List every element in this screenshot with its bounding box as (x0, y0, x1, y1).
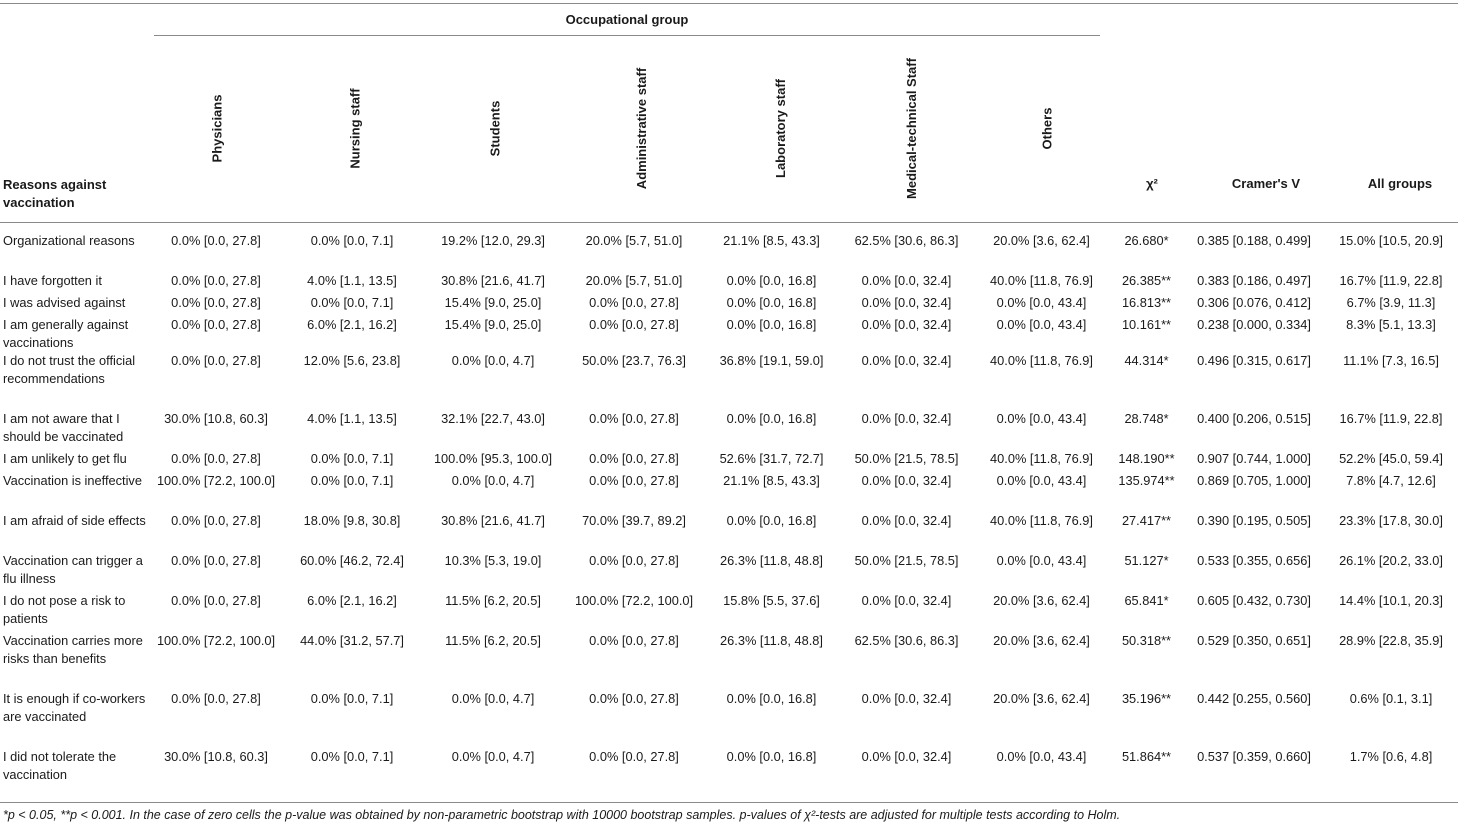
table-row (0, 232, 1458, 272)
value-cell: 0.869 [0.705, 1.000] (1197, 473, 1311, 488)
value-cell: 8.3% [5.1, 13.3] (1346, 317, 1436, 332)
value-cell: 11.1% [7.3, 16.5] (1343, 353, 1439, 368)
value-cell: 12.0% [5.6, 23.8] (303, 353, 401, 368)
value-cell: 0.496 [0.315, 0.617] (1197, 353, 1311, 368)
value-cell: 65.841* (1124, 593, 1169, 608)
group-heading-others: Others (1039, 107, 1055, 149)
group-heading-nursing: Nursing staff (347, 87, 363, 169)
group-heading-physicians: Physicians (209, 94, 225, 162)
value-cell: 0.0% [0.0, 32.4] (861, 513, 952, 528)
value-cell: 0.537 [0.359, 0.660] (1197, 749, 1311, 764)
reason-cell: Vaccination can trigger a flu illness (3, 553, 143, 586)
value-cell: 135.974** (1118, 473, 1175, 488)
value-cell: 20.0% [3.6, 62.4] (993, 633, 1090, 648)
value-cell: 0.0% [0.0, 32.4] (861, 295, 952, 310)
value-cell: 20.0% [5.7, 51.0] (585, 233, 683, 248)
value-cell: 0.400 [0.206, 0.515] (1197, 411, 1311, 426)
value-cell: 19.2% [12.0, 29.3] (441, 233, 545, 248)
value-cell: 0.306 [0.076, 0.412] (1197, 295, 1311, 310)
group-heading-medical-technical: Medical-technical Staff (903, 57, 919, 199)
value-cell: 20.0% [5.7, 51.0] (585, 273, 683, 288)
value-cell: 0.0% [0.0, 27.8] (171, 513, 261, 528)
table-row (0, 316, 1458, 352)
value-cell: 0.0% [0.0, 4.7] (451, 473, 535, 488)
value-cell: 0.0% [0.0, 4.7] (451, 353, 535, 368)
value-cell: 11.5% [6.2, 20.5] (445, 633, 541, 648)
value-cell: 0.238 [0.000, 0.334] (1197, 317, 1311, 332)
value-cell: 30.8% [21.6, 41.7] (441, 273, 545, 288)
value-cell: 30.0% [10.8, 60.3] (164, 411, 268, 426)
value-cell: 0.0% [0.0, 16.8] (726, 273, 817, 288)
value-cell: 20.0% [3.6, 62.4] (993, 233, 1090, 248)
reason-cell: I am generally against vaccinations (3, 317, 129, 350)
value-cell: 0.0% [0.0, 32.4] (861, 273, 952, 288)
value-cell: 15.8% [5.5, 37.6] (723, 593, 820, 608)
reason-cell: Vaccination is ineffective (3, 473, 142, 488)
table-row (0, 748, 1458, 788)
reason-cell: I am afraid of side effects (3, 513, 146, 528)
value-cell: 0.0% [0.0, 27.8] (589, 633, 679, 648)
value-cell: 0.605 [0.432, 0.730] (1197, 593, 1311, 608)
table-row (0, 632, 1458, 690)
value-cell: 0.385 [0.188, 0.499] (1197, 233, 1311, 248)
value-cell: 51.864** (1121, 749, 1172, 764)
value-cell: 100.0% [95.3, 100.0] (433, 451, 553, 466)
value-cell: 20.0% [3.6, 62.4] (993, 691, 1090, 706)
value-cell: 0.0% [0.0, 4.7] (451, 691, 535, 706)
value-cell: 0.0% [0.0, 32.4] (861, 749, 952, 764)
value-cell: 100.0% [72.2, 100.0] (574, 593, 694, 608)
value-cell: 10.161** (1121, 317, 1172, 332)
chi2-heading: χ² (1146, 176, 1158, 191)
value-cell: 0.0% [0.0, 4.7] (451, 749, 535, 764)
value-cell: 15.4% [9.0, 25.0] (444, 317, 542, 332)
value-cell: 0.0% [0.0, 27.8] (171, 317, 261, 332)
value-cell: 52.6% [31.7, 72.7] (719, 451, 824, 466)
reason-cell: I have forgotten it (3, 273, 102, 288)
table-footnote: *p < 0.05, **p < 0.001. In the case of zero cells the p-value was obtained by non-parametric bootstrap with 10000 bootstrap samples. p-values of χ²-tests are adjusted for multiple tests according to Holm. (3, 808, 1121, 822)
all-groups-heading: All groups (1367, 176, 1433, 191)
value-cell: 26.3% [11.8, 48.8] (720, 633, 823, 648)
value-cell: 10.3% [5.3, 19.0] (444, 553, 542, 568)
value-cell: 50.0% [21.5, 78.5] (854, 451, 959, 466)
value-cell: 0.0% [0.0, 43.4] (996, 411, 1087, 426)
value-cell: 20.0% [3.6, 62.4] (993, 593, 1090, 608)
value-cell: 0.0% [0.0, 43.4] (996, 749, 1087, 764)
value-cell: 44.0% [31.2, 57.7] (300, 633, 404, 648)
value-cell: 0.0% [0.0, 7.1] (310, 233, 394, 248)
reason-cell: I was advised against (3, 295, 126, 310)
value-cell: 44.314* (1124, 353, 1169, 368)
group-heading-laboratory: Laboratory staff (772, 78, 788, 178)
reason-cell: I do not pose a risk to patients (3, 593, 126, 626)
value-cell: 0.0% [0.0, 27.8] (171, 273, 261, 288)
value-cell: 0.0% [0.0, 43.4] (996, 295, 1087, 310)
value-cell: 26.1% [20.2, 33.0] (1339, 553, 1443, 568)
value-cell: 0.0% [0.0, 27.8] (589, 691, 679, 706)
value-cell: 0.907 [0.744, 1.000] (1197, 451, 1311, 466)
table-row (0, 690, 1458, 748)
value-cell: 28.748* (1124, 411, 1169, 426)
value-cell: 26.680* (1124, 233, 1169, 248)
reason-cell: Organizational reasons (3, 233, 135, 248)
value-cell: 0.533 [0.355, 0.656] (1197, 553, 1311, 568)
value-cell: 0.0% [0.0, 27.8] (589, 411, 679, 426)
value-cell: 15.0% [10.5, 20.9] (1339, 233, 1443, 248)
occupational-group-rule (154, 35, 1100, 36)
reason-cell: I am unlikely to get flu (3, 451, 127, 466)
table-row (0, 352, 1458, 410)
group-heading-students: Students (487, 100, 503, 156)
value-cell: 26.3% [11.8, 48.8] (720, 553, 823, 568)
value-cell: 21.1% [8.5, 43.3] (723, 233, 820, 248)
value-cell: 15.4% [9.0, 25.0] (444, 295, 542, 310)
value-cell: 0.0% [0.0, 43.4] (996, 317, 1087, 332)
value-cell: 0.0% [0.0, 27.8] (171, 553, 261, 568)
bottom-rule (0, 802, 1458, 803)
value-cell: 0.0% [0.0, 43.4] (996, 473, 1087, 488)
value-cell: 18.0% [9.8, 30.8] (303, 513, 401, 528)
value-cell: 50.0% [23.7, 76.3] (582, 353, 686, 368)
reason-cell: I did not tolerate the vaccination (3, 749, 117, 782)
header-rule (0, 222, 1458, 223)
top-rule (0, 3, 1458, 4)
cramers-v-heading: Cramer's V (1231, 176, 1301, 191)
value-cell: 0.0% [0.0, 32.4] (861, 353, 952, 368)
value-cell: 40.0% [11.8, 76.9] (990, 353, 1093, 368)
reasons-column-heading: Reasons against vaccination (3, 177, 107, 210)
value-cell: 0.0% [0.0, 32.4] (861, 691, 952, 706)
value-cell: 6.0% [2.1, 16.2] (307, 593, 397, 608)
value-cell: 0.0% [0.0, 27.8] (171, 295, 261, 310)
value-cell: 0.383 [0.186, 0.497] (1197, 273, 1311, 288)
reason-cell: I do not trust the official recommendations (3, 353, 136, 386)
value-cell: 4.0% [1.1, 13.5] (307, 411, 397, 426)
table-row (0, 272, 1458, 294)
value-cell: 40.0% [11.8, 76.9] (990, 451, 1093, 466)
value-cell: 14.4% [10.1, 20.3] (1339, 593, 1443, 608)
value-cell: 0.0% [0.0, 7.1] (310, 451, 394, 466)
value-cell: 32.1% [22.7, 43.0] (441, 411, 545, 426)
value-cell: 4.0% [1.1, 13.5] (307, 273, 397, 288)
value-cell: 30.8% [21.6, 41.7] (441, 513, 545, 528)
reason-cell: I am not aware that I should be vaccinated (3, 411, 124, 444)
value-cell: 16.813** (1121, 295, 1172, 310)
value-cell: 148.190** (1118, 451, 1175, 466)
value-cell: 6.0% [2.1, 16.2] (307, 317, 397, 332)
value-cell: 40.0% [11.8, 76.9] (990, 513, 1093, 528)
table-row (0, 512, 1458, 552)
value-cell: 0.0% [0.0, 27.8] (589, 473, 679, 488)
value-cell: 100.0% [72.2, 100.0] (156, 473, 276, 488)
value-cell: 26.385** (1121, 273, 1172, 288)
reason-cell: Vaccination carries more risks than benefits (3, 633, 143, 666)
value-cell: 0.0% [0.0, 7.1] (310, 749, 394, 764)
value-cell: 0.0% [0.0, 16.8] (726, 317, 817, 332)
value-cell: 100.0% [72.2, 100.0] (156, 633, 276, 648)
value-cell: 7.8% [4.7, 12.6] (1346, 473, 1436, 488)
value-cell: 30.0% [10.8, 60.3] (164, 749, 268, 764)
value-cell: 62.5% [30.6, 86.3] (854, 233, 959, 248)
value-cell: 0.0% [0.0, 43.4] (996, 553, 1087, 568)
value-cell: 51.127* (1124, 553, 1169, 568)
value-cell: 0.0% [0.0, 16.8] (726, 749, 817, 764)
value-cell: 0.0% [0.0, 32.4] (861, 473, 952, 488)
value-cell: 0.442 [0.255, 0.560] (1197, 691, 1311, 706)
value-cell: 27.417** (1121, 513, 1172, 528)
value-cell: 40.0% [11.8, 76.9] (990, 273, 1093, 288)
value-cell: 0.0% [0.0, 27.8] (589, 749, 679, 764)
table-row (0, 592, 1458, 632)
value-cell: 36.8% [19.1, 59.0] (719, 353, 824, 368)
group-heading-administrative: Administrative staff (634, 67, 650, 189)
value-cell: 16.7% [11.9, 22.8] (1339, 411, 1443, 426)
value-cell: 0.0% [0.0, 27.8] (589, 553, 679, 568)
value-cell: 50.0% [21.5, 78.5] (854, 553, 959, 568)
value-cell: 0.0% [0.0, 16.8] (726, 295, 817, 310)
table-row (0, 410, 1458, 450)
value-cell: 0.0% [0.0, 27.8] (171, 691, 261, 706)
value-cell: 70.0% [39.7, 89.2] (582, 513, 686, 528)
value-cell: 0.0% [0.0, 32.4] (861, 411, 952, 426)
value-cell: 0.0% [0.0, 7.1] (310, 473, 394, 488)
value-cell: 0.0% [0.0, 16.8] (726, 411, 817, 426)
table-row (0, 472, 1458, 512)
value-cell: 11.5% [6.2, 20.5] (445, 593, 541, 608)
value-cell: 52.2% [45.0, 59.4] (1339, 451, 1443, 466)
value-cell: 1.7% [0.6, 4.8] (1349, 749, 1433, 764)
value-cell: 28.9% [22.8, 35.9] (1339, 633, 1443, 648)
value-cell: 0.0% [0.0, 7.1] (310, 295, 394, 310)
value-cell: 0.0% [0.0, 27.8] (171, 593, 261, 608)
table-row (0, 552, 1458, 592)
value-cell: 0.0% [0.0, 7.1] (310, 691, 394, 706)
value-cell: 0.0% [0.0, 27.8] (589, 451, 679, 466)
table-row (0, 294, 1458, 316)
results-table (0, 232, 1458, 788)
value-cell: 0.0% [0.0, 27.8] (171, 233, 261, 248)
value-cell: 0.0% [0.0, 16.8] (726, 513, 817, 528)
value-cell: 50.318** (1121, 633, 1172, 648)
value-cell: 0.529 [0.350, 0.651] (1197, 633, 1311, 648)
value-cell: 0.0% [0.0, 32.4] (861, 317, 952, 332)
value-cell: 0.0% [0.0, 16.8] (726, 691, 817, 706)
table-row (0, 450, 1458, 472)
occupational-group-heading: Occupational group (565, 12, 689, 27)
value-cell: 23.3% [17.8, 30.0] (1339, 513, 1443, 528)
reason-cell: It is enough if co-workers are vaccinated (3, 691, 146, 724)
value-cell: 0.390 [0.195, 0.505] (1197, 513, 1311, 528)
value-cell: 0.0% [0.0, 27.8] (171, 353, 261, 368)
value-cell: 60.0% [46.2, 72.4] (300, 553, 404, 568)
value-cell: 35.196** (1121, 691, 1172, 706)
value-cell: 0.0% [0.0, 32.4] (861, 593, 952, 608)
value-cell: 0.0% [0.0, 27.8] (171, 451, 261, 466)
value-cell: 16.7% [11.9, 22.8] (1339, 273, 1443, 288)
value-cell: 21.1% [8.5, 43.3] (723, 473, 820, 488)
value-cell: 0.6% [0.1, 3.1] (1349, 691, 1433, 706)
value-cell: 6.7% [3.9, 11.3] (1346, 295, 1436, 310)
value-cell: 0.0% [0.0, 27.8] (589, 295, 679, 310)
value-cell: 0.0% [0.0, 27.8] (589, 317, 679, 332)
value-cell: 62.5% [30.6, 86.3] (854, 633, 959, 648)
